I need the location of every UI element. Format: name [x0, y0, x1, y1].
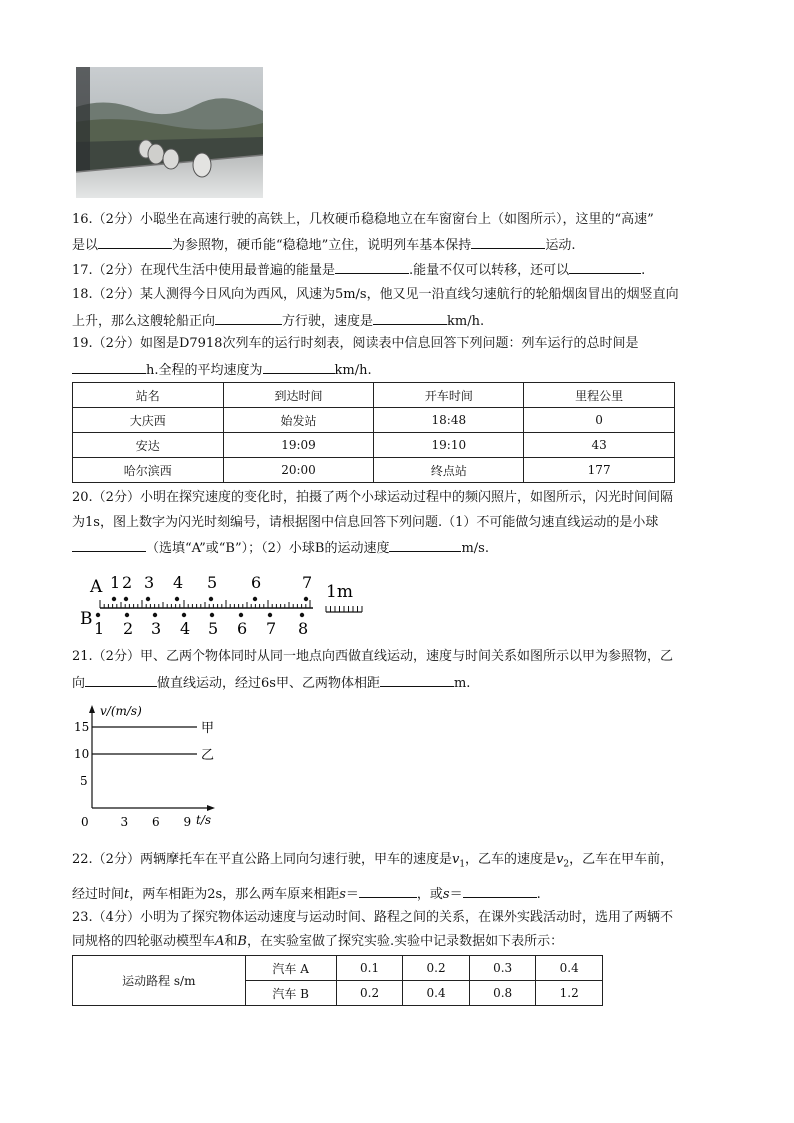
table-cell: 0.1 — [336, 956, 403, 981]
table-cell: 0.3 — [469, 956, 536, 981]
table-row — [73, 458, 675, 483]
scale-label: 1m — [326, 582, 353, 602]
q23-line1: 23.（4分）小明为了探究物体运动速度与运动时间、路程之间的关系，在课外实践活动时，选用了两辆不 — [72, 910, 673, 925]
ball-b-number: 5 — [208, 619, 219, 638]
scale-ticks — [326, 606, 362, 612]
x-tick-label: 3 — [120, 815, 129, 829]
car-label: 汽车 B — [245, 981, 336, 1006]
ball-b-number: 8 — [298, 619, 309, 638]
table-cell: 1.2 — [536, 981, 603, 1006]
table-cell: 19:09 — [223, 433, 374, 458]
q22-blank-2[interactable] — [463, 885, 537, 898]
ball-a-dot — [304, 597, 308, 601]
q20-blank-2[interactable] — [389, 539, 461, 552]
ball-a-dot — [124, 597, 128, 601]
table-cell: 大庆西 — [73, 408, 224, 433]
ball-a-dot — [209, 597, 213, 601]
x-tick-label: 9 — [183, 815, 192, 829]
x-axis-arrow — [207, 805, 215, 811]
table-cell: 哈尔滨西 — [73, 458, 224, 483]
table-cell: 0.4 — [403, 981, 470, 1006]
q19-blank-1[interactable] — [72, 361, 146, 374]
table-row — [73, 408, 675, 433]
ball-b-dot — [182, 613, 186, 617]
y-axis-arrow — [89, 705, 95, 713]
x-tick-label: 0 — [81, 815, 89, 829]
timetable-header: 站名 — [73, 383, 224, 408]
ball-a-number: 7 — [302, 573, 313, 592]
q22-blank-1[interactable] — [359, 885, 417, 898]
q16-blank-2[interactable] — [471, 236, 545, 249]
ball-b-number: 4 — [180, 619, 191, 638]
ball-a-positions — [110, 573, 312, 601]
table-cell: 0.4 — [536, 956, 603, 981]
table-cell: 0.2 — [403, 956, 470, 981]
q18-blank-1[interactable] — [215, 312, 282, 325]
ball-a-number: 3 — [144, 573, 155, 592]
timetable-header-row — [73, 383, 675, 408]
ball-a-number: 2 — [122, 573, 133, 592]
q20-line3: （选填“A”或“B”）；（2）小球B的运动速度 m/s. — [72, 539, 489, 557]
ball-a-number: 5 — [207, 573, 218, 592]
model-car-data-table — [72, 955, 603, 1006]
ball-b-label: B — [80, 609, 93, 629]
timetable-header: 到达时间 — [223, 383, 374, 408]
ball-b-dot — [96, 613, 100, 617]
ball-b-number: 7 — [266, 619, 277, 638]
table-cell: 0.2 — [336, 981, 403, 1006]
q21-blank-2[interactable] — [380, 674, 454, 687]
ball-a-dot — [146, 597, 150, 601]
ball-a-label: A — [90, 577, 103, 597]
table-cell: 20:00 — [223, 458, 374, 483]
ball-a-number: 6 — [251, 573, 262, 592]
q17-line: 17.（2分）在现代生活中使用最普遍的能量是 .能量不仅可以转移，还可以 . — [72, 263, 646, 278]
table-row — [73, 956, 603, 981]
q18-line1: 18.（2分）某人测得今日风向为西风，风速为5m/s，他又见一沿直线匀速航行的轮船烟囱冒出的烟竖直向 — [72, 287, 679, 302]
q19-line2: h.全程的平均速度为 km/h. — [72, 361, 372, 379]
ball-b-dot — [239, 613, 243, 617]
q22-line2: 经过时间t，两车相距为2s，那么两车原来相距s＝ ，或s＝ . — [72, 887, 541, 902]
ball-a-number: 4 — [173, 573, 184, 592]
row-header: 运动路程 s/m — [73, 956, 246, 1006]
strobe-photo-figure — [80, 568, 370, 640]
table-cell: 177 — [524, 458, 675, 483]
ball-b-dot — [300, 613, 304, 617]
table-cell: 始发站 — [223, 408, 374, 433]
x-axis-label: t/s — [196, 813, 212, 827]
car-label: 汽车 A — [245, 956, 336, 981]
table-cell: 19:10 — [374, 433, 524, 458]
ruler-ticks — [100, 600, 310, 608]
q21-line2: 向 做直线运动，经过6s甲、乙两物体相距 m. — [72, 676, 471, 691]
ball-b-number: 6 — [237, 619, 248, 638]
ball-a-dot — [112, 597, 116, 601]
table-cell: 安达 — [73, 433, 224, 458]
y-tick-label: 5 — [80, 774, 88, 788]
ball-b-positions — [94, 613, 308, 638]
q16-line2: 是以 为参照物，硬币能“稳稳地”立住，说明列车基本保持 运动. — [72, 238, 576, 253]
q19-line1: 19.（2分）如图是D7918次列车的运行时刻表，阅读表中信息回答下列问题：列车运行的总时间是 — [72, 336, 639, 351]
q16-line1: 16.（2分）小聪坐在高速行驶的高铁上，几枚硬币稳稳地立在车窗窗台上（如图所示），这里的“高速” — [72, 212, 654, 227]
table-row — [73, 433, 675, 458]
q22-line1: 22.（2分）两辆摩托车在平直公路上同向匀速行驶，甲车的速度是$v_1$，乙车的速度是$v_2$，乙车在甲车前， — [72, 852, 674, 870]
ball-b-number: 2 — [123, 619, 134, 638]
q17-blank-2[interactable] — [569, 261, 641, 274]
ball-b-number: 3 — [151, 619, 162, 638]
ball-a-dot — [253, 597, 257, 601]
table-cell: 43 — [524, 433, 675, 458]
y-tick-label: 10 — [74, 747, 90, 761]
timetable-header: 开车时间 — [374, 383, 524, 408]
q20-blank-1[interactable] — [72, 539, 146, 552]
ball-b-dot — [268, 613, 272, 617]
ball-a-dot — [175, 597, 179, 601]
q20-line1: 20.（2分）小明在探究速度的变化时，拍摄了两个小球运动过程中的频闪照片，如图所示，闪光时间间隔 — [72, 490, 673, 505]
table-cell: 18:48 — [374, 408, 524, 433]
table-cell: 终点站 — [374, 458, 524, 483]
q19-blank-2[interactable] — [263, 361, 335, 374]
q20-line2: 为1s，图上数字为闪光时刻编号，请根据图中信息回答下列问题.（1）不可能做匀速直线运动的是小球 — [72, 515, 659, 530]
timetable-header: 里程公里 — [524, 383, 675, 408]
ball-a-number: 1 — [110, 573, 121, 592]
ball-b-number: 1 — [94, 619, 105, 638]
ball-b-dot — [210, 613, 214, 617]
q18-blank-2[interactable] — [373, 312, 447, 325]
q16-blank-1[interactable] — [98, 236, 172, 249]
q23-line2: 同规格的四轮驱动模型车A和B，在实验室做了探究实验.实验中记录数据如下表所示： — [72, 934, 564, 949]
ball-b-dot — [153, 613, 157, 617]
velocity-time-chart — [72, 700, 222, 834]
table-cell: 0 — [524, 408, 675, 433]
table-cell: 0.8 — [469, 981, 536, 1006]
y-axis-label: v/(m/s) — [100, 704, 142, 718]
q21-blank-1[interactable] — [85, 674, 157, 687]
train-timetable — [72, 382, 675, 483]
ball-b-dot — [125, 613, 129, 617]
q17-blank-1[interactable] — [335, 261, 409, 274]
y-tick-label: 15 — [74, 720, 90, 734]
chart-series — [92, 721, 214, 763]
x-tick-label: 6 — [152, 815, 160, 829]
q21-line1: 21.（2分）甲、乙两个物体同时从同一地点向西做直线运动，速度与时间关系如图所示以甲为参照物，乙 — [72, 649, 673, 664]
series-label: 甲 — [201, 721, 215, 736]
series-label: 乙 — [201, 748, 215, 763]
q18-line2: 上升，那么这艘轮船正向 方行驶，速度是 km/h. — [72, 314, 485, 329]
coins-on-windowsill-photo — [76, 67, 263, 198]
